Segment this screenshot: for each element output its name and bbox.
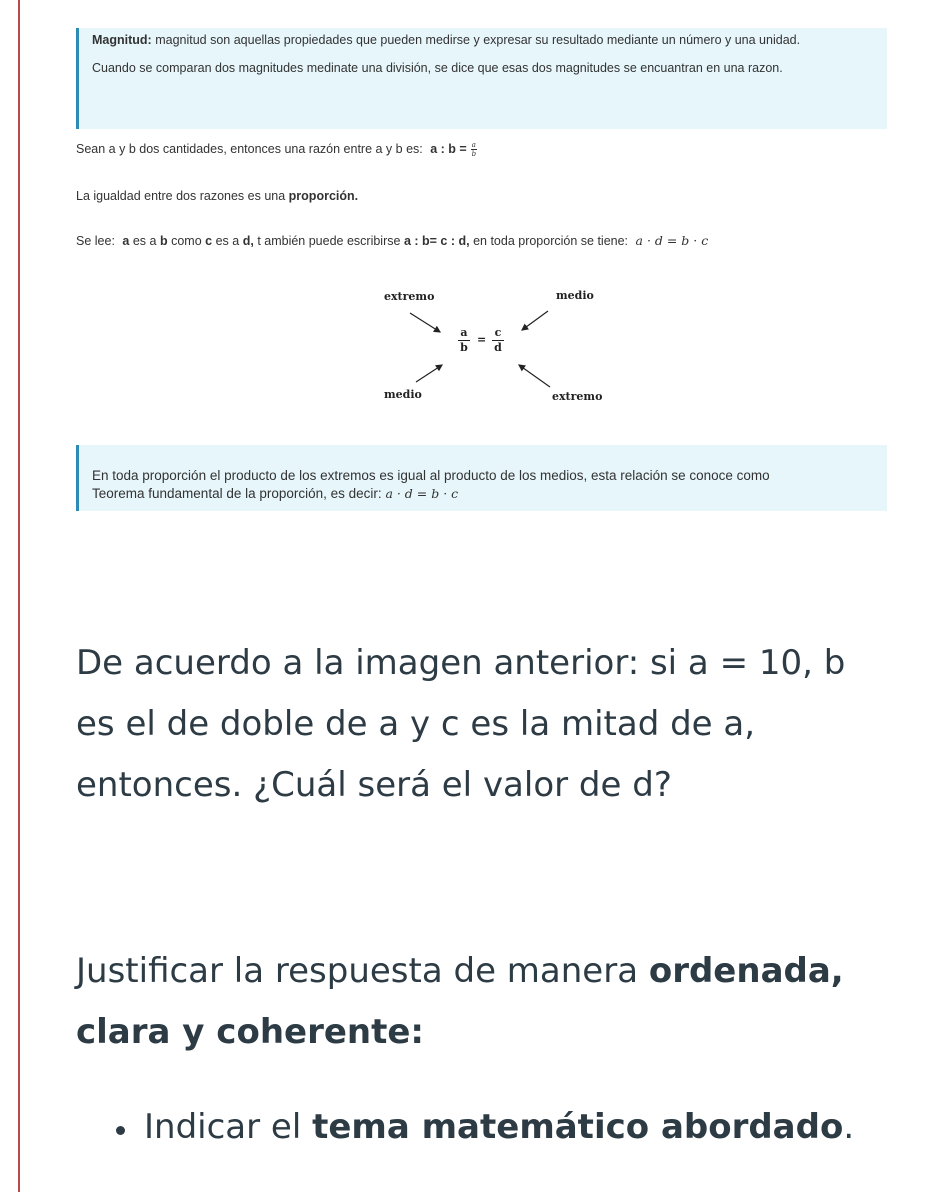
arrow-medio-bottom	[416, 365, 442, 382]
magnitude-definition-callout	[76, 28, 887, 129]
fraction-d: d	[494, 341, 502, 354]
question-text	[76, 633, 876, 816]
diagram-equals: =	[477, 333, 487, 346]
label-medio-bottom: medio	[384, 388, 422, 401]
magnitude-definition-text: magnitud son aquellas propiedades que pueden medirse y expresar su resultado mediante un número y una unidad.	[155, 33, 801, 47]
proportion-term: proporción.	[288, 189, 359, 203]
theorem-line-2	[92, 485, 879, 503]
reading-es-a: es a	[132, 234, 157, 248]
justify-bold-2: clara y coherente:	[76, 1012, 425, 1052]
bullet-suffix: .	[843, 1107, 855, 1147]
fundamental-theorem-callout	[76, 445, 887, 511]
justify-bold-1: ordenada,	[648, 951, 844, 991]
question-line-1: De acuerdo a la imagen anterior: si a = 10, b	[76, 643, 846, 683]
reading-d: d,	[242, 234, 254, 248]
magnitude-term: Magnitud:	[92, 33, 152, 47]
label-extremo-top: extremo	[384, 290, 435, 303]
theorem-text-1: En toda proporción el producto de los extremos es igual al producto de los medios, esta relación se conoce como	[92, 468, 770, 483]
justification-instructions	[76, 941, 876, 1063]
fraction-a: a	[458, 326, 470, 341]
bullet-bold: tema matemático abordado	[312, 1107, 844, 1147]
arrow-medio-top	[522, 311, 548, 330]
magnitude-definition	[92, 31, 881, 49]
reading-expression: a : b= c : d,	[403, 234, 470, 248]
embedded-lesson-image	[76, 28, 887, 501]
label-medio-top: medio	[556, 289, 594, 302]
fraction-c-d	[492, 326, 504, 355]
arrow-extremo-bottom	[519, 365, 550, 387]
proportion-definition-line	[76, 189, 358, 203]
proportion-definition-text: La igualdad entre dos razones es una	[76, 189, 286, 203]
reading-es-a-2: es a	[215, 234, 240, 248]
reading-prefix: Se lee:	[76, 234, 115, 248]
ratio-definition-text: Sean a y b dos cantidades, entonces una razón entre a y b es:	[76, 141, 423, 156]
ratio-comparison-text: Cuando se comparan dos magnitudes medinate una división, se dice que esas dos magnitudes se encuantran en una razon.	[92, 61, 783, 75]
fraction-c: c	[492, 326, 504, 341]
theorem-text-2: Teorema fundamental de la proporción, es decir:	[92, 486, 382, 501]
reading-suffix: en toda proporción se tiene:	[473, 234, 629, 248]
reading-c: c	[205, 234, 213, 248]
ratio-expression: a : b =	[430, 141, 467, 156]
question-line-2: es el de doble de a y c es la mitad de a,	[76, 704, 756, 744]
ratio-fraction	[471, 141, 477, 158]
reading-formula: a · d = b · c	[635, 233, 709, 248]
reading-b: b	[159, 234, 168, 248]
requirements-list	[76, 1097, 854, 1158]
ratio-fraction-denominator: b	[471, 150, 477, 158]
list-item	[76, 1097, 854, 1158]
proportion-diagram	[376, 290, 616, 410]
left-border-rule	[18, 0, 20, 1192]
reading-line	[76, 233, 708, 248]
reading-middle: t ambién puede escribirse	[257, 234, 401, 248]
arrow-extremo-top	[410, 313, 440, 332]
question-line-3: entonces. ¿Cuál será el valor de d?	[76, 765, 672, 805]
label-extremo-bottom: extremo	[552, 390, 603, 403]
theorem-formula: a · d = b · c	[385, 486, 459, 501]
reading-a: a	[122, 234, 130, 248]
ratio-fraction-numerator: a	[471, 141, 476, 149]
reading-como: como	[171, 234, 202, 248]
fraction-a-b	[458, 326, 470, 355]
ratio-definition-line	[76, 141, 477, 158]
fraction-b: b	[460, 341, 468, 354]
justify-text: Justificar la respuesta de manera	[76, 951, 639, 991]
bullet-prefix: Indicar el	[144, 1107, 302, 1147]
